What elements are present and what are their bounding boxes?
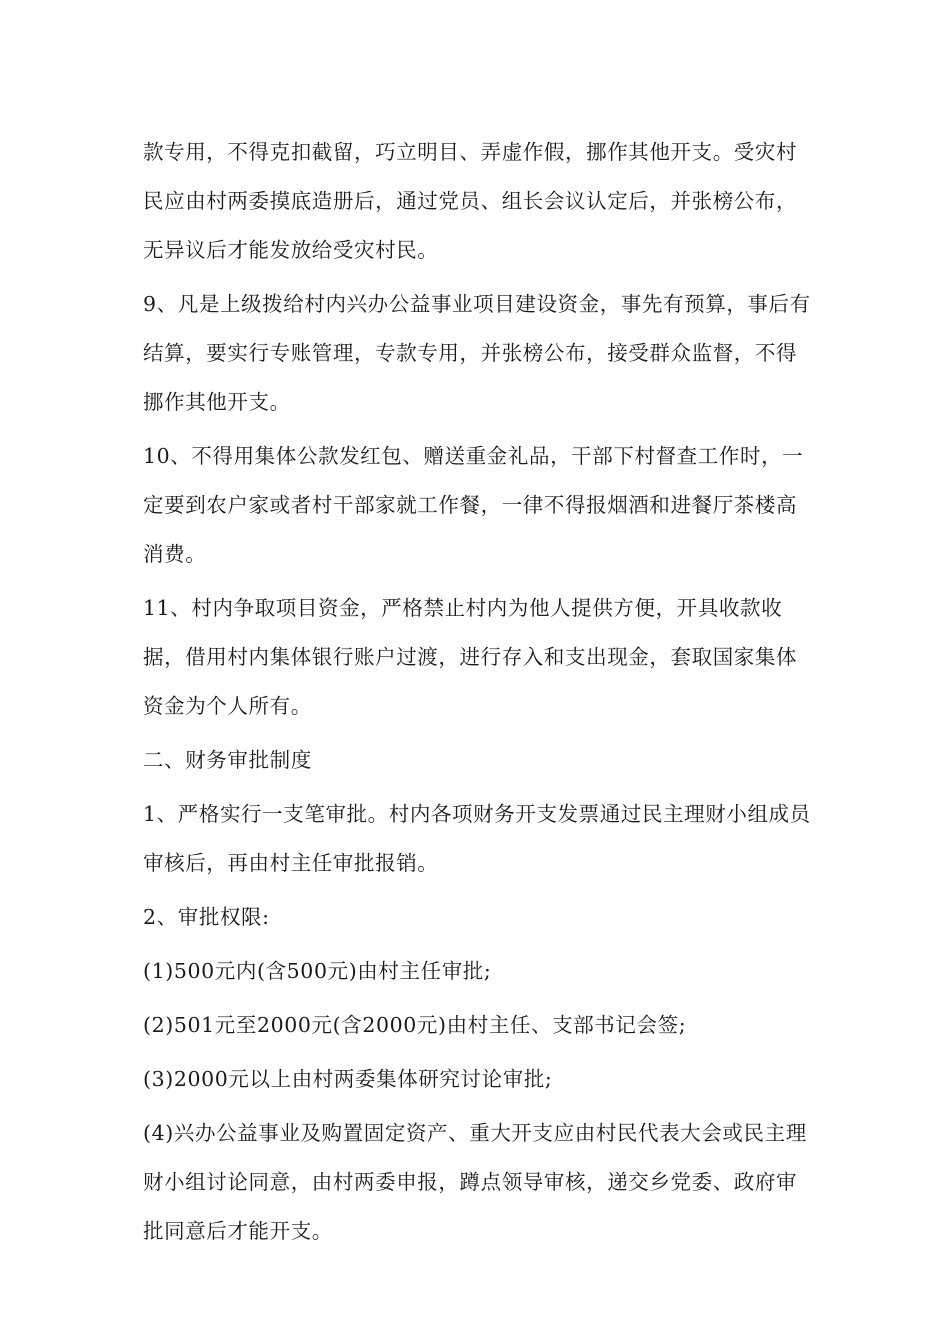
paragraph-item-10: 10、不得用集体公款发红包、赠送重金礼品，干部下村督查工作时，一定要到农户家或者村干部家就工作餐，一律不得报烟酒和进餐厅茶楼高消费。 bbox=[143, 444, 804, 566]
approval-limit-2: (2)501元至2000元(含2000元)由村主任、支部书记会签; bbox=[143, 1013, 687, 1037]
approval-limit-3: (3)2000元以上由村两委集体研究讨论审批; bbox=[143, 1067, 553, 1091]
paragraph-item-11: 11、村内争取项目资金，严格禁止村内为他人提供方便，开具收款收据，借用村内集体银行账户过渡，进行存入和支出现金，套取国家集体资金为个人所有。 bbox=[143, 596, 798, 718]
paragraph-continuation: 款专用，不得克扣截留，巧立明目、弄虚作假，挪作其他开支。受灾村民应由村两委摸底造册后，通过党员、组长会议认定后，并张榜公布，无异议后才能发放给受灾村民。 bbox=[143, 140, 798, 262]
paragraph-approval-2: 2、审批权限: bbox=[143, 905, 270, 929]
paragraph-approval-1: 1、严格实行一支笔审批。村内各项财务开支发票通过民主理财小组成员审核后，再由村主任审批报销。 bbox=[143, 802, 811, 875]
paragraph-item-9: 9、凡是上级拨给村内兴办公益事业项目建设资金，事先有预算，事后有结算，要实行专账管理，专款专用，并张榜公布，接受群众监督，不得挪作其他开支。 bbox=[143, 292, 811, 414]
approval-limit-4: (4)兴办公益事业及购置固定资产、重大开支应由村民代表大会或民主理财小组讨论同意，由村两委申报，蹲点领导审核，递交乡党委、政府审批同意后才能开支。 bbox=[143, 1121, 807, 1243]
approval-limit-1: (1)500元内(含500元)由村主任审批; bbox=[143, 959, 492, 983]
document-page bbox=[143, 128, 813, 1256]
section-heading: 二、财务审批制度 bbox=[143, 748, 312, 772]
